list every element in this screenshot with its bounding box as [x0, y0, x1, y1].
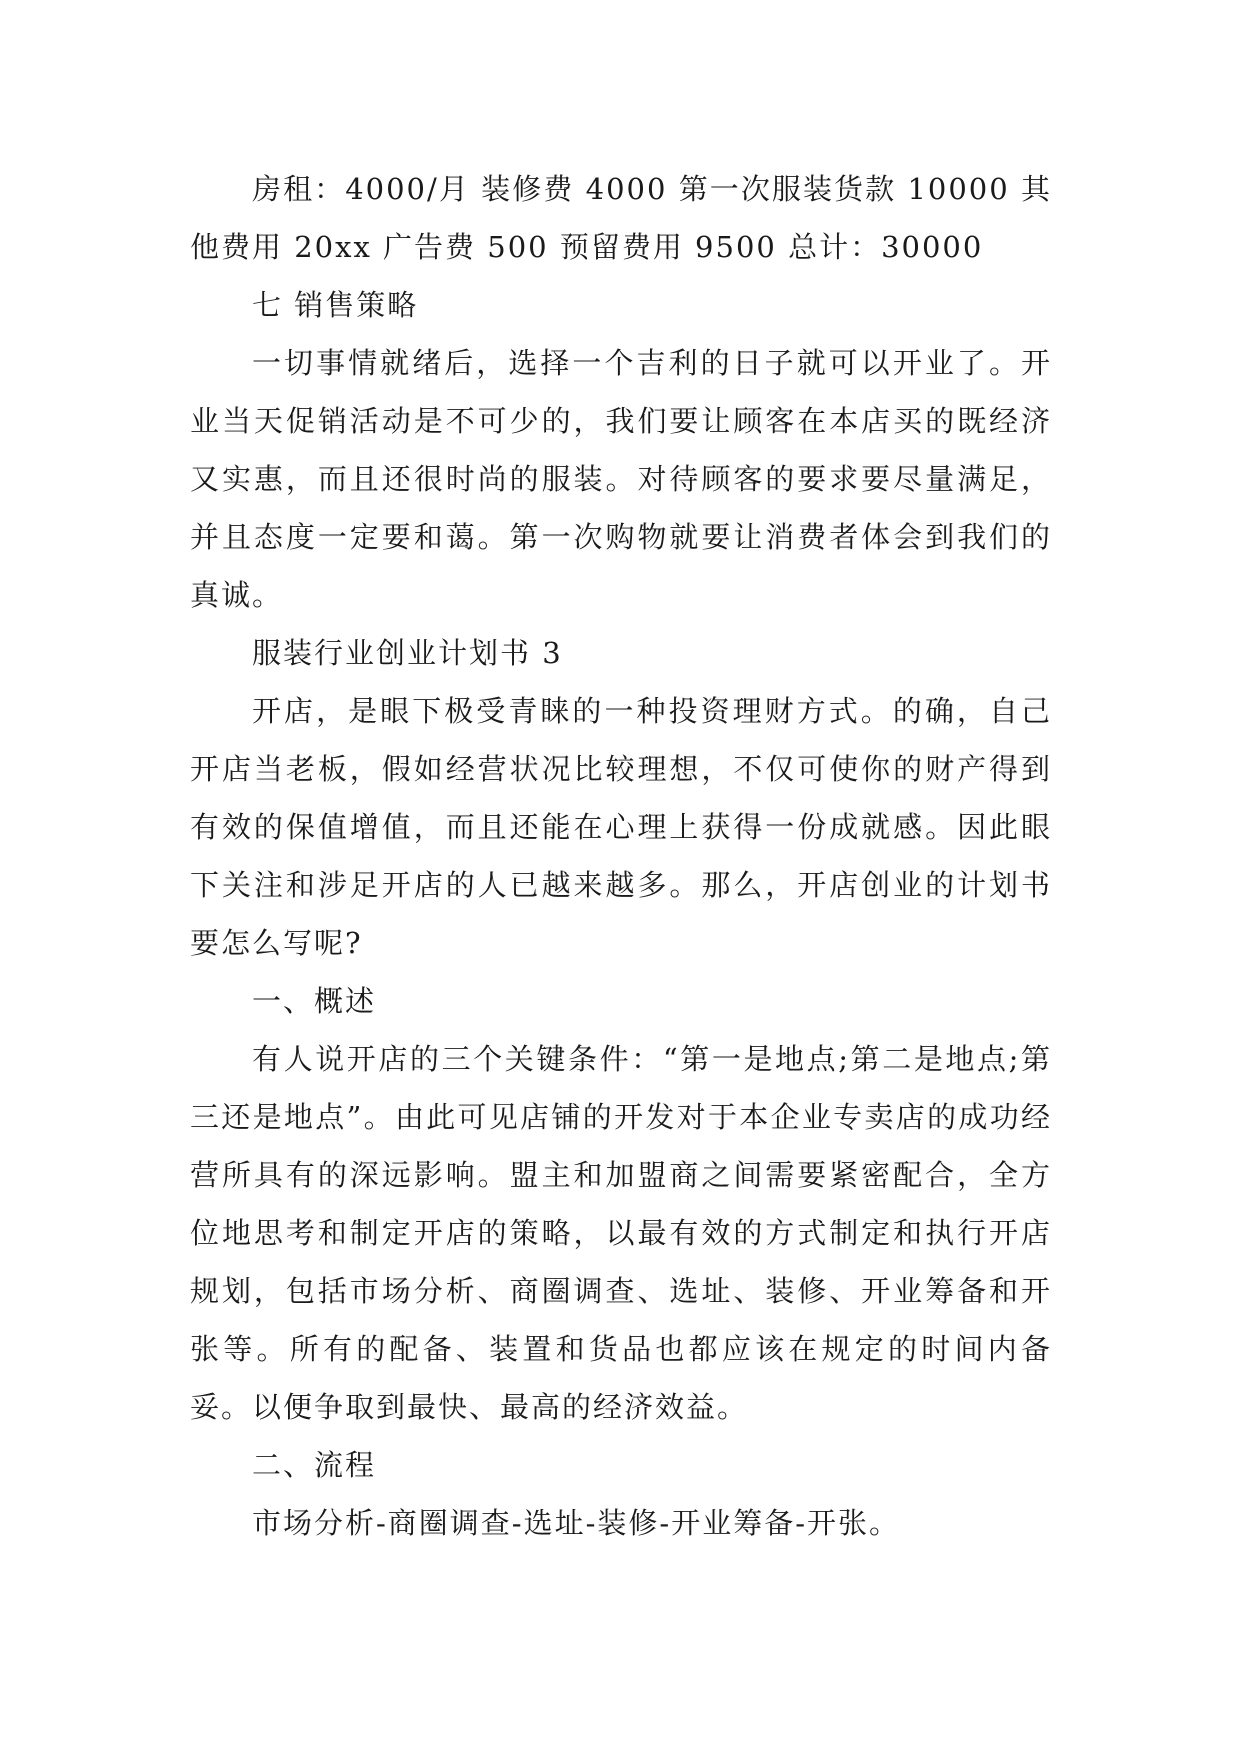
overview-paragraph: 有人说开店的三个关键条件：“第一是地点;第二是地点;第三还是地点”。由此可见店铺的开发对于本企业专卖店的成功经营所具有的深远影响。盟主和加盟商之间需要紧密配合，全方位地思考和制定开店的策略，以最有效的方式制定和执行开店规划，包括市场分析、商圈调查、选址、装修、开业筹备和开张等。所有的配备、装置和货品也都应该在规定的时间内备妥。以便争取到最快、最高的经济效益。	[190, 1042, 1052, 1424]
process-paragraph: 市场分析-商圈调查-选址-装修-开业筹备-开张。	[252, 1506, 900, 1540]
sales-strategy-paragraph: 一切事情就绪后，选择一个吉利的日子就可以开业了。开业当天促销活动是不可少的，我们要让顾客在本店买的既经济又实惠，而且还很时尚的服装。对待顾客的要求要尽量满足，并且态度一定要和蔼。第一次购物就要让消费者体会到我们的真诚。	[190, 346, 1052, 612]
section-heading-process: 二、流程	[252, 1448, 377, 1482]
plan-title-3: 服装行业创业计划书 3	[252, 636, 563, 670]
document-body	[190, 160, 1052, 1552]
intro-paragraph: 开店，是眼下极受青睐的一种投资理财方式。的确，自己开店当老板，假如经营状况比较理想，不仅可使你的财产得到有效的保值增值，而且还能在心理上获得一份成就感。因此眼下关注和涉足开店的人已越来越多。那么，开店创业的计划书要怎么写呢?	[190, 694, 1052, 960]
section-heading-sales-strategy: 七 销售策略	[252, 288, 419, 322]
section-heading-overview: 一、概述	[252, 984, 377, 1018]
cost-paragraph: 房租：4000/月 装修费 4000 第一次服装货款 10000 其他费用 20xx 广告费 500 预留费用 9500 总计：30000	[190, 172, 1052, 264]
